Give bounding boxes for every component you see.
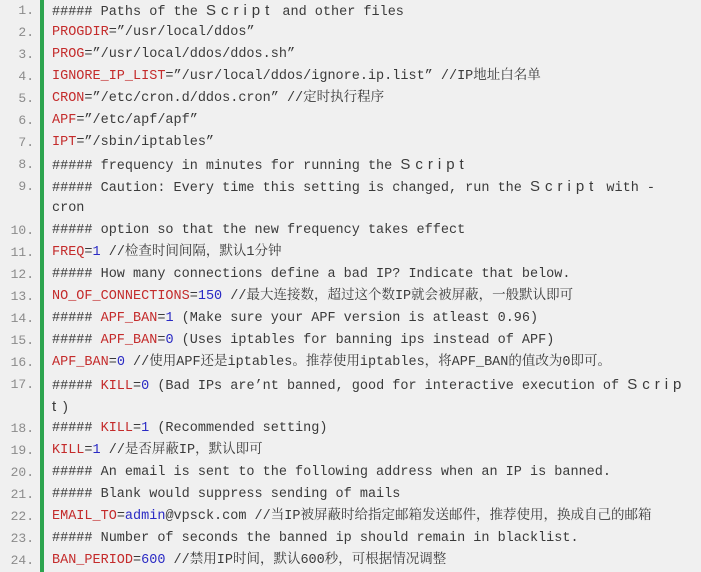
code-segment-text: //是否屏蔽IP，默认即可 — [100, 443, 263, 458]
code-segment-text: ##### Blank would suppress sending of mails — [52, 487, 401, 502]
line-number: 16. — [10, 355, 34, 370]
code-segment-variable: NO_OF_CONNECTIONS — [52, 289, 190, 304]
gutter-bar — [40, 176, 44, 198]
gutter-bar — [40, 198, 44, 220]
line-number: 10. — [10, 223, 34, 238]
code-segment-variable: KILL — [100, 421, 134, 436]
gutter-bar — [40, 66, 44, 88]
code-text — [52, 330, 554, 352]
code-segment-value: 0 — [116, 355, 125, 370]
code-segment-text: = — [133, 553, 142, 568]
code-segment-script-word: Script — [400, 156, 469, 173]
code-segment-text: =”/usr/local/ddos” — [108, 25, 255, 40]
line-number: 9. — [18, 179, 34, 194]
code-line — [0, 528, 701, 550]
code-segment-value: 1 — [92, 245, 101, 260]
gutter-bar — [40, 154, 44, 176]
gutter-bar — [40, 352, 44, 374]
gutter-bar — [40, 440, 44, 462]
code-line — [0, 308, 701, 330]
line-number: 20. — [10, 465, 34, 480]
code-line — [0, 418, 701, 440]
code-segment-text: =”/usr/local/ddos/ddos.sh” — [84, 47, 296, 62]
code-segment-text: ##### — [52, 421, 101, 436]
code-segment-variable: APF_BAN — [100, 311, 158, 326]
code-line — [0, 110, 701, 132]
code-segment-variable: APF_BAN — [100, 333, 158, 348]
code-text — [52, 0, 404, 24]
code-segment-script-word: Scrip — [627, 376, 687, 393]
gutter-bar — [40, 396, 44, 418]
code-line — [0, 0, 701, 22]
code-text — [52, 374, 686, 398]
code-line — [0, 66, 701, 88]
line-number: 21. — [10, 487, 34, 502]
code-line — [0, 132, 701, 154]
code-segment-text: cron — [52, 201, 85, 216]
code-segment-text: =”/sbin/iptables” — [76, 135, 215, 150]
gutter-bar — [40, 462, 44, 484]
gutter-bar — [40, 550, 44, 572]
line-number: 12. — [10, 267, 34, 282]
code-text — [52, 550, 446, 572]
code-segment-text: (Make sure your APF version is atleast 0.96) — [173, 311, 539, 326]
code-segment-value: 1 — [92, 443, 101, 458]
gutter-bar — [40, 88, 44, 110]
code-text — [52, 220, 465, 242]
gutter-bar — [40, 132, 44, 154]
code-line — [0, 462, 701, 484]
code-segment-variable: KILL — [52, 443, 85, 458]
gutter-bar — [40, 330, 44, 352]
code-segment-value: admin — [124, 509, 166, 524]
code-segment-text: ##### Paths of the — [52, 5, 206, 20]
code-text — [52, 242, 282, 264]
code-segment-text: = — [108, 355, 117, 370]
gutter-bar — [40, 286, 44, 308]
code-line — [0, 440, 701, 462]
line-number: 18. — [10, 421, 34, 436]
code-segment-text: = — [133, 379, 142, 394]
code-segment-variable: APF_BAN — [52, 355, 109, 370]
code-text — [52, 418, 327, 440]
code-line — [0, 330, 701, 352]
code-text — [52, 264, 570, 286]
code-text — [52, 352, 611, 374]
code-line — [0, 22, 701, 44]
line-number: 5. — [18, 91, 34, 106]
line-number: 17. — [10, 377, 34, 392]
line-number: 11. — [10, 245, 34, 260]
code-segment-variable: PROGDIR — [52, 25, 109, 40]
line-number: 3. — [18, 47, 34, 62]
code-segment-text: = — [133, 421, 142, 436]
gutter-bar — [40, 528, 44, 550]
code-segment-value: 1 — [165, 311, 174, 326]
code-text — [52, 44, 295, 66]
code-segment-script-word: Script — [529, 178, 599, 195]
gutter-bar — [40, 110, 44, 132]
code-line — [0, 374, 701, 396]
code-segment-text: @vpsck.com //当IP被屏蔽时给指定邮箱发送邮件，推荐使用，换成自己的邮箱 — [165, 509, 652, 524]
code-segment-variable: APF — [52, 113, 77, 128]
code-segment-text: = — [189, 289, 198, 304]
code-segment-text: = — [84, 443, 93, 458]
code-line — [0, 44, 701, 66]
code-line — [0, 506, 701, 528]
code-segment-value: 0 — [165, 333, 174, 348]
code-text — [52, 198, 84, 220]
code-segment-variable: PROG — [52, 47, 85, 62]
line-number: 6. — [18, 113, 34, 128]
line-number: 4. — [18, 69, 34, 84]
code-text — [52, 66, 541, 88]
code-segment-text: (Recommended setting) — [149, 421, 328, 436]
code-segment-text: (Uses iptables for banning ips instead of APF) — [173, 333, 555, 348]
gutter-bar — [40, 374, 44, 396]
code-segment-text: =”/etc/apf/apf” — [76, 113, 198, 128]
code-segment-value: 1 — [141, 421, 150, 436]
code-line-wrap — [0, 198, 701, 220]
line-number: 2. — [18, 25, 34, 40]
code-line — [0, 264, 701, 286]
code-text — [52, 440, 263, 462]
code-text — [52, 110, 198, 132]
code-segment-text: ##### — [52, 333, 101, 348]
code-segment-text: //检查时间间隔，默认1分钟 — [100, 245, 282, 260]
code-segment-text: = — [84, 245, 93, 260]
code-segment-text: //使用APF还是iptables。推荐使用iptables，将APF_BAN的值改为0即可。 — [124, 355, 611, 370]
line-number: 23. — [10, 531, 34, 546]
code-segment-text: =”/usr/local/ddos/ignore.ip.list” //IP地址白名单 — [165, 69, 541, 84]
gutter-bar — [40, 220, 44, 242]
code-segment-text: ##### Number of seconds the banned ip should remain in blacklist. — [52, 531, 579, 546]
code-segment-text: with - — [598, 181, 656, 196]
code-text — [52, 88, 384, 110]
code-segment-variable: IPT — [52, 135, 77, 150]
code-line — [0, 484, 701, 506]
code-line — [0, 176, 701, 198]
gutter-bar — [40, 308, 44, 330]
code-text — [52, 132, 214, 154]
gutter-bar — [40, 264, 44, 286]
code-segment-variable: CRON — [52, 91, 85, 106]
gutter-bar — [40, 506, 44, 528]
code-segment-value: 0 — [141, 379, 150, 394]
code-text — [52, 22, 255, 44]
code-text — [52, 462, 611, 484]
code-line — [0, 154, 701, 176]
line-number: 15. — [10, 333, 34, 348]
code-segment-text: = — [116, 509, 125, 524]
code-text — [52, 308, 538, 330]
gutter-bar — [40, 0, 44, 22]
code-segment-text: ##### — [52, 379, 101, 394]
code-line-wrap — [0, 396, 701, 418]
code-line — [0, 242, 701, 264]
code-segment-text: = — [157, 311, 166, 326]
code-segment-text: = — [157, 333, 166, 348]
code-segment-variable: FREQ — [52, 245, 85, 260]
code-segment-text: ##### option so that the new frequency takes effect — [52, 223, 466, 238]
code-segment-text: and other files — [274, 5, 404, 20]
code-segment-text: ##### An email is sent to the following address when an IP is banned. — [52, 465, 611, 480]
code-line — [0, 88, 701, 110]
code-line — [0, 286, 701, 308]
gutter-bar — [40, 22, 44, 44]
code-segment-variable: BAN_PERIOD — [52, 553, 134, 568]
code-segment-text: ##### How many connections define a bad IP? Indicate that below. — [52, 267, 571, 282]
code-text — [52, 484, 400, 506]
line-number: 8. — [18, 157, 34, 172]
code-segment-script-word: t — [52, 398, 62, 415]
code-segment-variable: KILL — [100, 379, 134, 394]
code-segment-text: (Bad IPs are’nt banned, good for interactive execution of — [149, 379, 628, 394]
code-text — [52, 154, 469, 178]
line-number: 14. — [10, 311, 34, 326]
code-segment-script-word: Script — [205, 2, 275, 19]
code-text — [52, 528, 579, 550]
gutter-bar — [40, 484, 44, 506]
gutter-bar — [40, 418, 44, 440]
code-segment-text: ##### — [52, 311, 101, 326]
line-number: 13. — [10, 289, 34, 304]
line-number: 19. — [10, 443, 34, 458]
code-segment-text: ##### frequency in minutes for running the — [52, 159, 401, 174]
code-text — [52, 286, 573, 308]
line-number: 1. — [18, 3, 34, 18]
code-segment-value: 600 — [141, 553, 166, 568]
code-line — [0, 352, 701, 374]
line-number: 22. — [10, 509, 34, 524]
gutter-bar — [40, 44, 44, 66]
code-text — [52, 396, 69, 420]
code-segment-text: =”/etc/cron.d/ddos.cron” //定时执行程序 — [84, 91, 385, 106]
line-number: 24. — [10, 553, 34, 568]
code-line — [0, 550, 701, 572]
code-text — [52, 176, 655, 200]
code-line — [0, 220, 701, 242]
code-segment-variable: IGNORE_IP_LIST — [52, 69, 166, 84]
code-segment-text: ##### Caution: Every time this setting is changed, run the — [52, 181, 530, 196]
code-segment-text: //最大连接数，超过这个数IP就会被屏蔽，一般默认即可 — [222, 289, 574, 304]
code-text — [52, 506, 651, 528]
code-segment-text: ) — [61, 401, 70, 416]
line-number: 7. — [18, 135, 34, 150]
code-segment-variable: EMAIL_TO — [52, 509, 117, 524]
code-segment-value: 150 — [197, 289, 223, 304]
code-segment-text: //禁用IP时间，默认600秒，可根据情况调整 — [165, 553, 447, 568]
gutter-bar — [40, 242, 44, 264]
